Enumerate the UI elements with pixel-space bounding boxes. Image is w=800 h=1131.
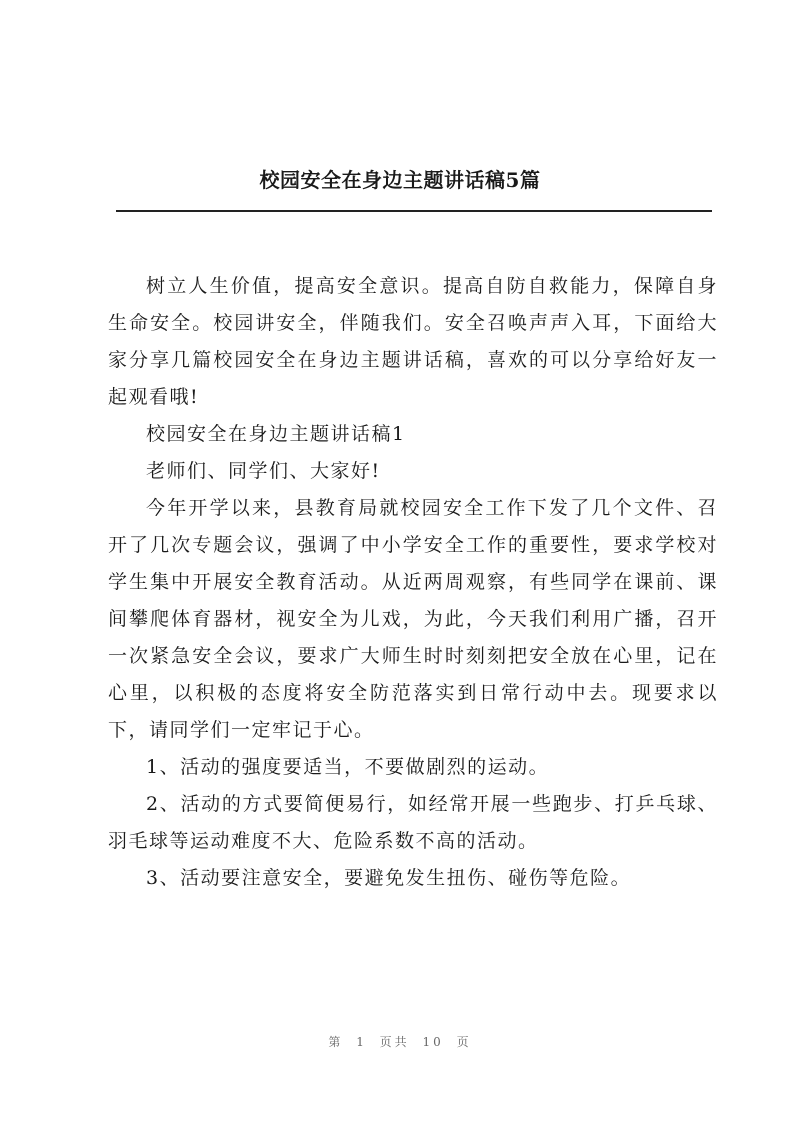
title-divider [116,210,712,212]
document-body [108,268,718,897]
greeting-paragraph: 老师们、同学们、大家好! [146,460,381,482]
body-paragraph: 今年开学以来，县教育局就校园安全工作下发了几个文件、召开了几次专题会议，强调了中小学安全工作的重要性，要求学校对学生集中开展安全教育活动。从近两周观察，有些同学在课前、课间攀爬体育器材，视安全为儿戏，为此，今天我们利用广播，召开一次紧急安全会议，要求广大师生时时刻刻把安全放在心里，记在心里，以积极的态度将安全防范落实到日常行动中去。现要求以下，请同学们一定牢记于心。 [108,497,718,741]
list-item-2: 2、活动的方式要简便易行，如经常开展一些跑步、打乒乓球、羽毛球等运动难度不大、危险系数不高的活动。 [108,793,718,852]
document-title: 校园安全在身边主题讲话稿5篇 [259,168,541,192]
section-heading: 校园安全在身边主题讲话稿1 [146,423,406,445]
list-item-3: 3、活动要注意安全，要避免发生扭伤、碰伤等危险。 [146,867,632,889]
list-item-1: 1、活动的强度要适当，不要做剧烈的运动。 [146,756,550,778]
intro-paragraph: 树立人生价值，提高安全意识。提高自防自救能力，保障自身生命安全。校园讲安全，伴随我们。安全召唤声声入耳，下面给大家分享几篇校园安全在身边主题讲话稿，喜欢的可以分享给好友一起观看哦! [108,275,718,408]
page-number-footer: 第 1 页共 10 页 [328,1035,472,1049]
